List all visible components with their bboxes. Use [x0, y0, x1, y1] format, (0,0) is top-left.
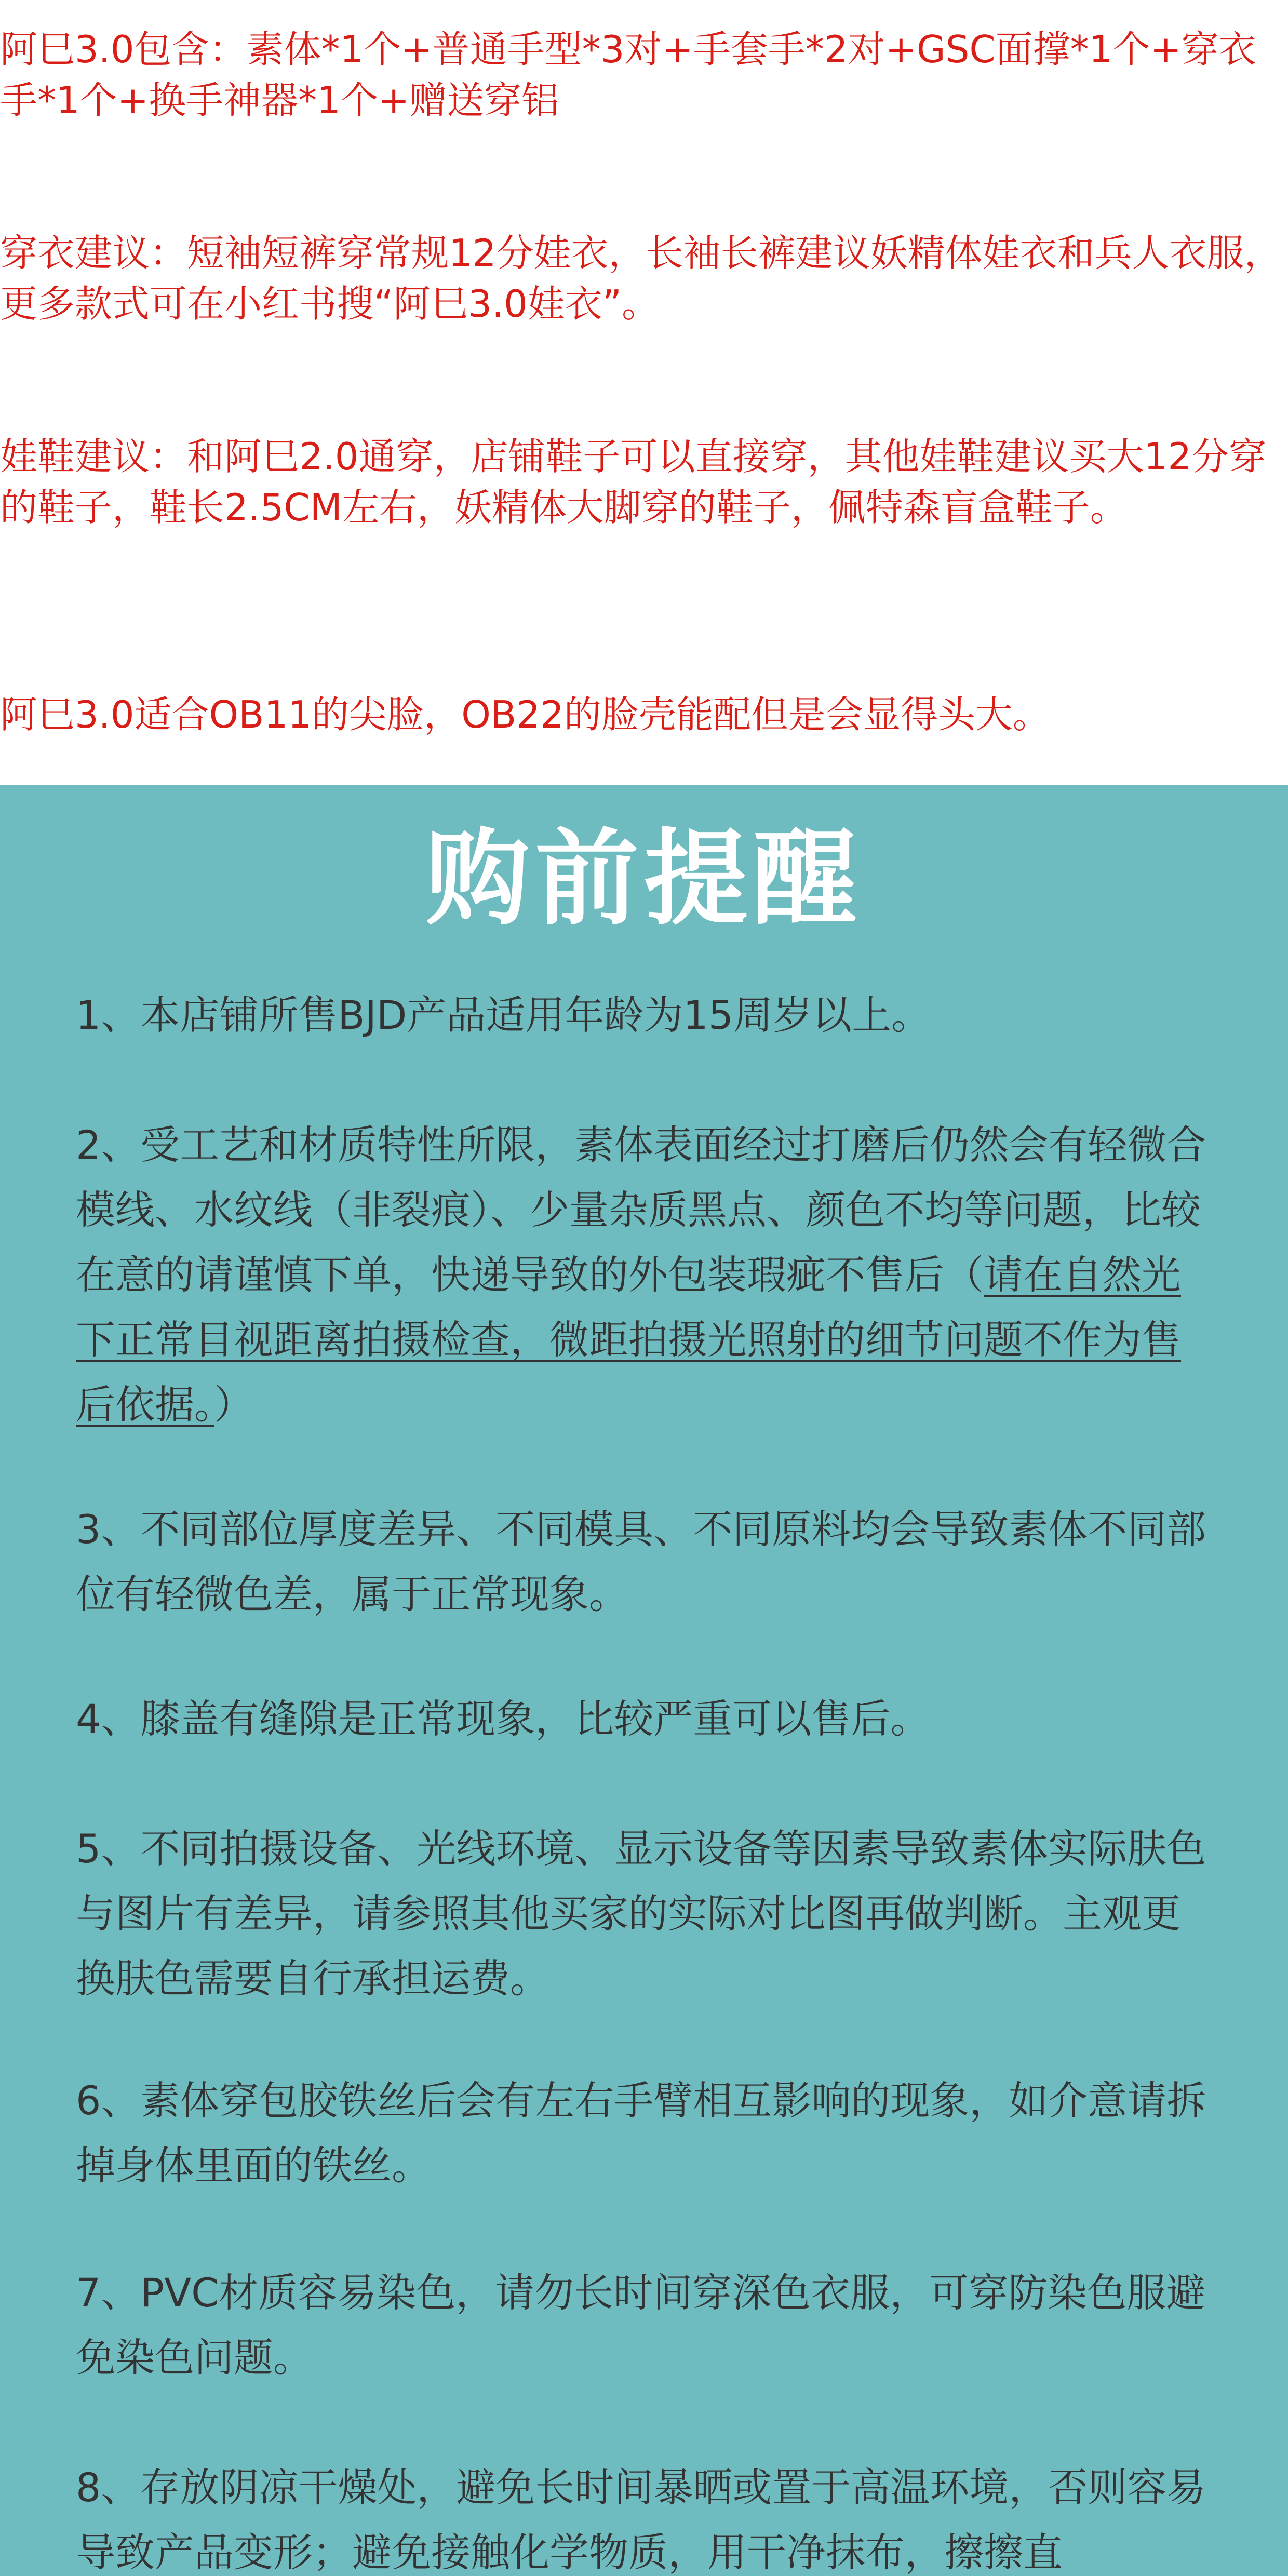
- notice-item-5: 5、不同拍摄设备、光线环境、显示设备等因素导致素体实际肤色与图片有差异，请参照其他买家的实际对比图再做判断。主观更换肤色需要自行承担运费。: [76, 1826, 1206, 2002]
- package-contents-text: 阿巳3.0包含：素体*1个+普通手型*3对+手套手*2对+GSC面撑*1个+穿衣手*1个+换手神器*1个+赠送穿铝: [0, 28, 1256, 122]
- notice-item-2-underlined: 请在自然光下正常目视距离拍摄检查，微距拍摄光照射的细节问题不作为售后依据。: [76, 1252, 1181, 1428]
- notice-item-3: 3、不同部位厚度差异、不同模具、不同原料均会导致素体不同部位有轻微色差，属于正常现象。: [76, 1506, 1206, 1617]
- notice-item-2: [76, 1112, 1218, 1437]
- notice-item-8: 8、存放阴凉干燥处，避免长时间暴晒或置于高温环境，否则容易导致产品变形；避免接触化学物质，用干净抹布，擦擦直: [76, 2464, 1206, 2575]
- face-compatibility-text: 阿巳3.0适合OB11的尖脸，OB22的脸壳能配但是会显得头大。: [0, 693, 1050, 736]
- notice-item-1: 1、本店铺所售BJD产品适用年龄为15周岁以上。: [76, 992, 931, 1038]
- shoe-advice-text: 娃鞋建议：和阿巳2.0通穿，店铺鞋子可以直接穿，其他娃鞋建议买大12分穿的鞋子，鞋长2.5CM左右，妖精体大脚穿的鞋子，佩特森盲盒鞋子。: [0, 435, 1267, 529]
- notice-item-2-close: ）: [214, 1381, 253, 1428]
- product-info-section: [0, 0, 1288, 785]
- notice-item-4: 4、膝盖有缝隙是正常现象，比较严重可以售后。: [76, 1696, 930, 1742]
- purchase-notice-section: [0, 785, 1288, 2576]
- notice-item-2-text: 2、受工艺和材质特性所限，素体表面经过打磨后仍然会有轻微合模线、水纹线（非裂痕）、少量杂质黑点、颜色不均等问题，比较在意的请谨慎下单，快递导致的外包装瑕疵不售后（: [76, 1122, 1206, 1298]
- notice-item-6: 6、素体穿包胶铁丝后会有左右手臂相互影响的现象，如介意请拆掉身体里面的铁丝。: [76, 2077, 1206, 2189]
- clothing-advice-text: 穿衣建议：短袖短裤穿常规12分娃衣，长袖长裤建议妖精体娃衣和兵人衣服，更多款式可在小红书搜“阿巳3.0娃衣”。: [0, 231, 1282, 326]
- notice-title: 购前提醒: [425, 817, 862, 940]
- notice-item-7: 7、PVC材质容易染色，请勿长时间穿深色衣服，可穿防染色服避免染色问题。: [76, 2270, 1206, 2381]
